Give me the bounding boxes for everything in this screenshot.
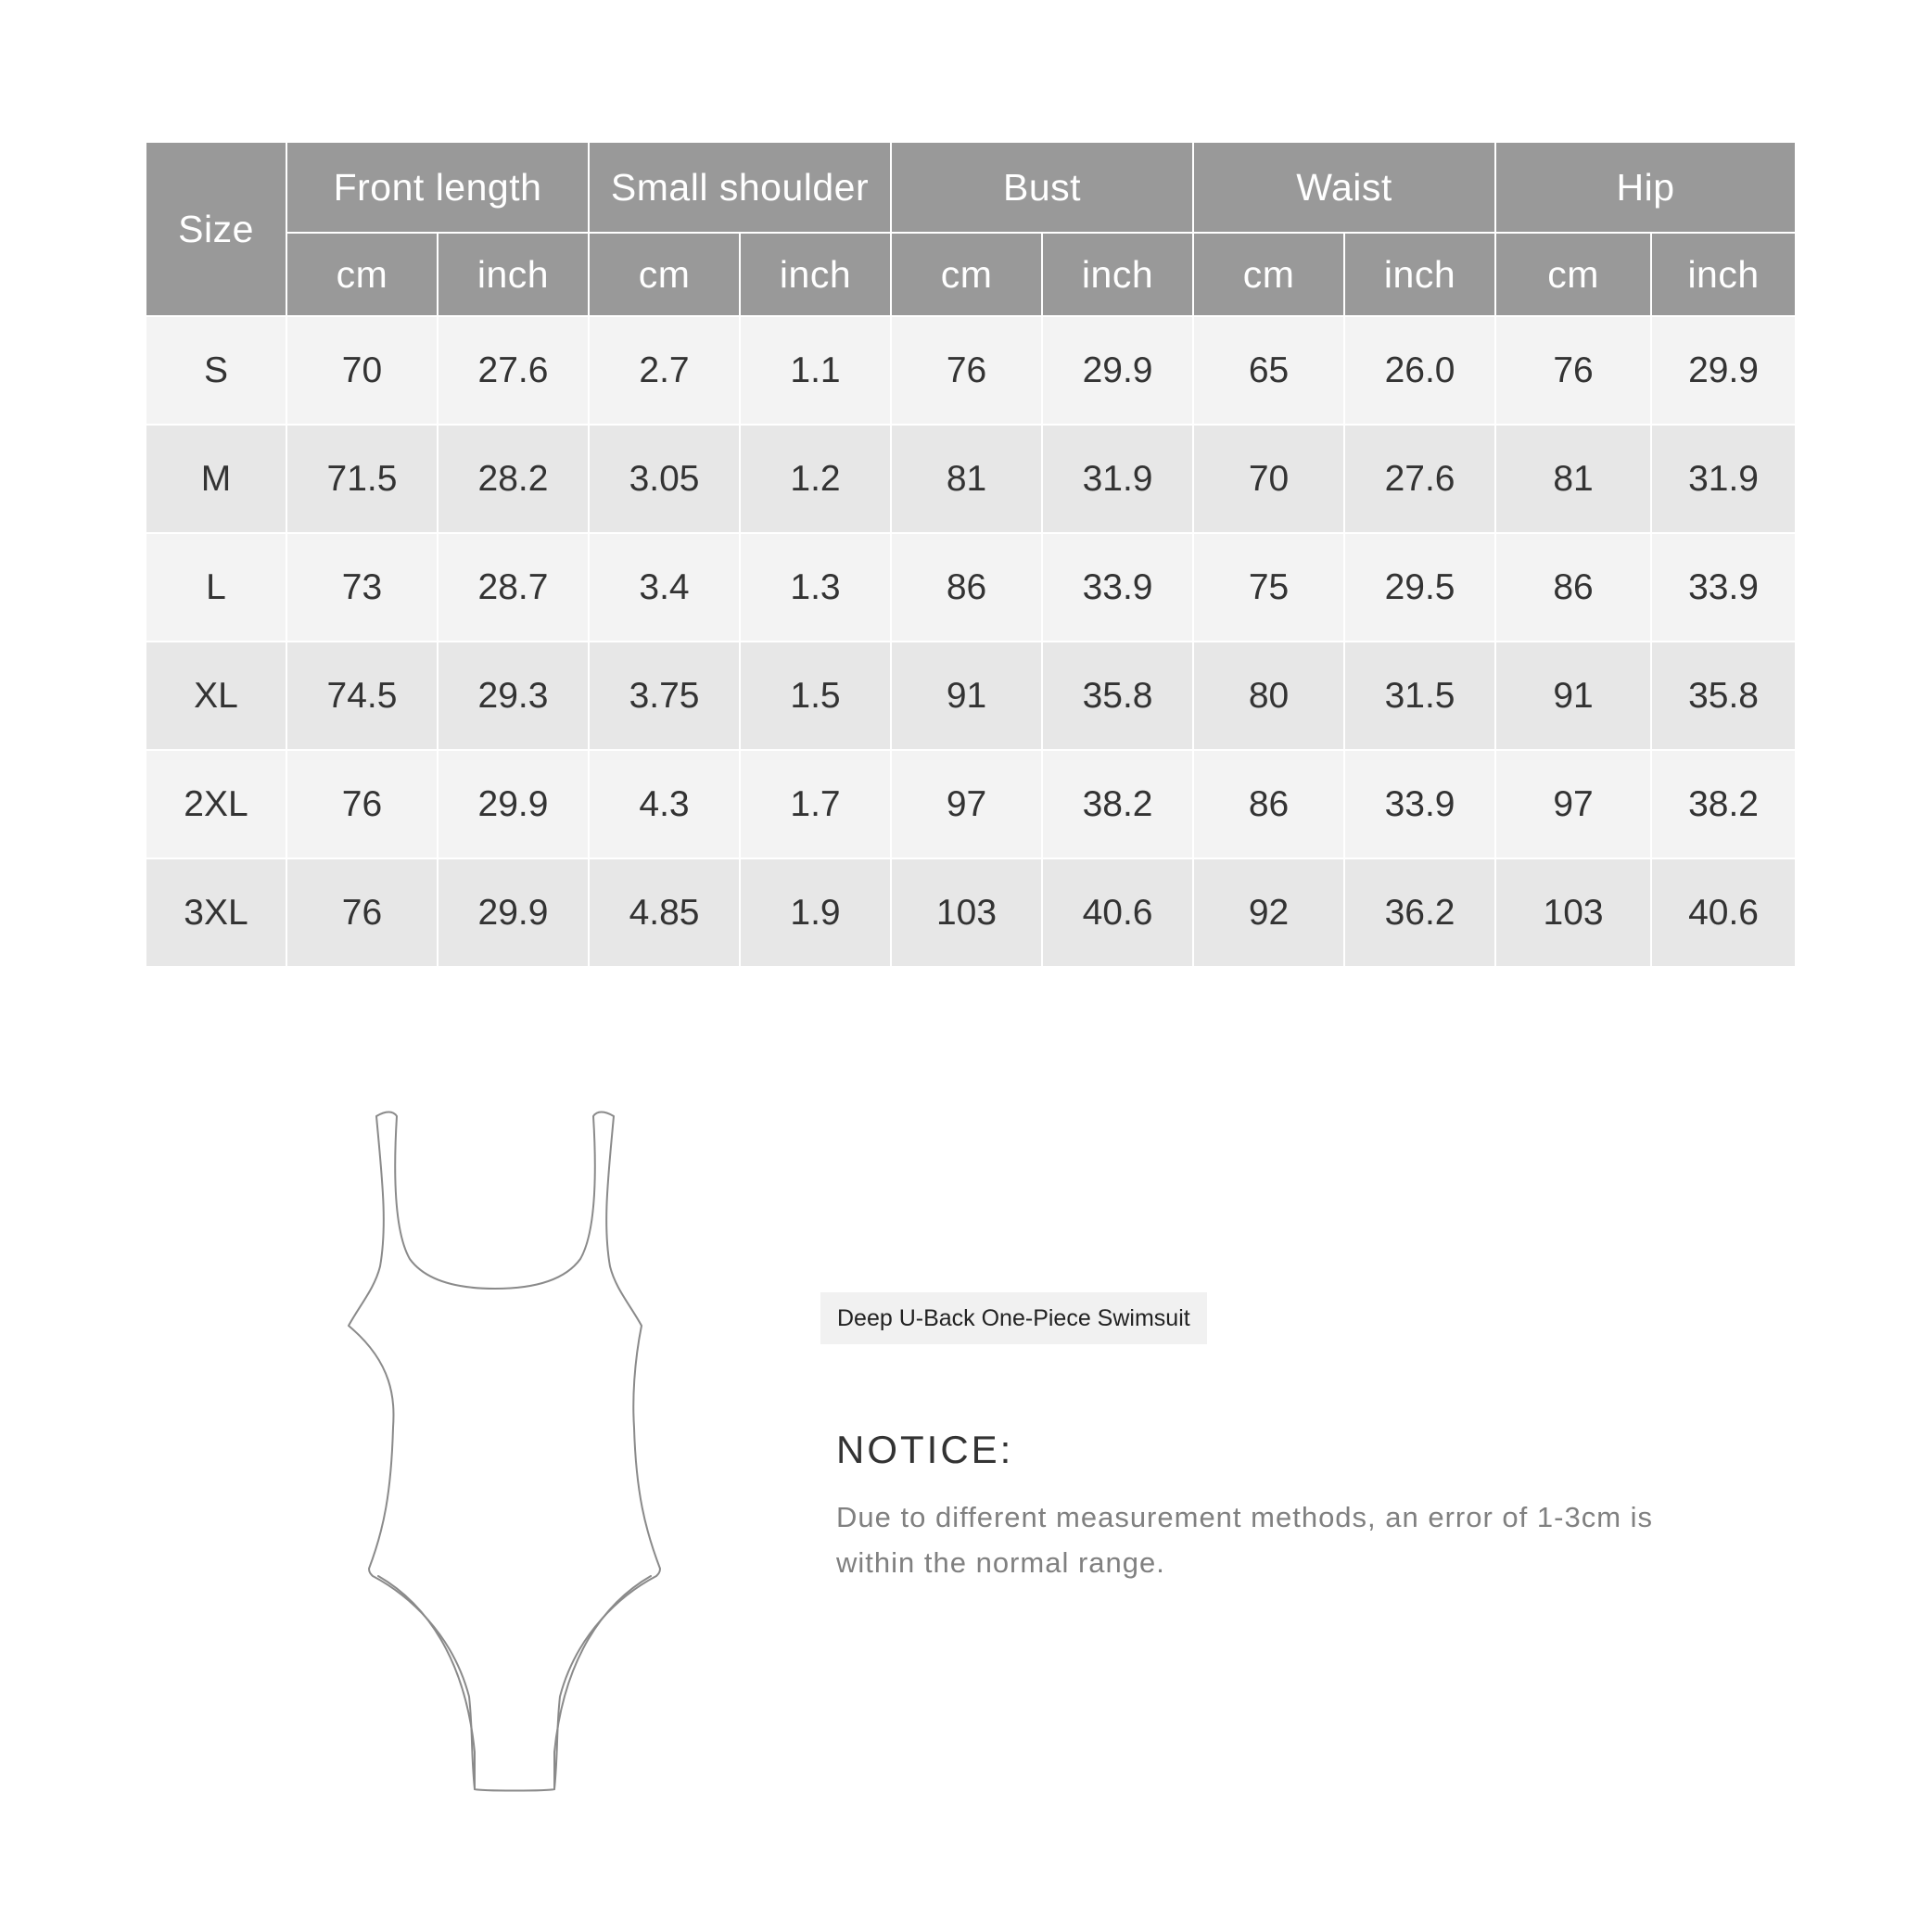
- value-cell: 3.75: [589, 642, 740, 750]
- group-header-small-shoulder: Small shoulder: [589, 142, 891, 233]
- unit-header-cm: cm: [286, 233, 438, 316]
- value-cell: 40.6: [1042, 858, 1193, 967]
- value-cell: 1.2: [740, 425, 891, 533]
- value-cell: 97: [1495, 750, 1651, 858]
- value-cell: 2.7: [589, 316, 740, 425]
- value-cell: 31.5: [1344, 642, 1495, 750]
- value-cell: 91: [1495, 642, 1651, 750]
- table-row: [146, 533, 1796, 642]
- value-cell: 31.9: [1651, 425, 1796, 533]
- value-cell: 91: [891, 642, 1042, 750]
- notice-body: Due to different measurement methods, an error of 1-3cm is within the normal range.: [836, 1501, 1654, 1579]
- value-cell: 31.9: [1042, 425, 1193, 533]
- group-header-front-length: Front length: [286, 142, 589, 233]
- value-cell: 76: [1495, 316, 1651, 425]
- size-cell: S: [146, 316, 286, 425]
- unit-header-cm: cm: [589, 233, 740, 316]
- value-cell: 26.0: [1344, 316, 1495, 425]
- value-cell: 81: [1495, 425, 1651, 533]
- value-cell: 38.2: [1651, 750, 1796, 858]
- table-row: [146, 425, 1796, 533]
- table-row: [146, 858, 1796, 967]
- size-cell: M: [146, 425, 286, 533]
- table-row: [146, 642, 1796, 750]
- group-header-waist: Waist: [1193, 142, 1495, 233]
- value-cell: 103: [891, 858, 1042, 967]
- value-cell: 29.9: [438, 858, 589, 967]
- value-cell: 71.5: [286, 425, 438, 533]
- value-cell: 103: [1495, 858, 1651, 967]
- unit-header-inch: inch: [1344, 233, 1495, 316]
- value-cell: 29.9: [1042, 316, 1193, 425]
- value-cell: 3.4: [589, 533, 740, 642]
- value-cell: 1.7: [740, 750, 891, 858]
- unit-header-cm: cm: [1193, 233, 1344, 316]
- header-group-row: [146, 142, 1796, 233]
- value-cell: 76: [286, 750, 438, 858]
- group-header-hip: Hip: [1495, 142, 1796, 233]
- size-cell: XL: [146, 642, 286, 750]
- value-cell: 70: [1193, 425, 1344, 533]
- value-cell: 1.1: [740, 316, 891, 425]
- value-cell: 75: [1193, 533, 1344, 642]
- value-cell: 4.85: [589, 858, 740, 967]
- header-unit-row: [146, 233, 1796, 316]
- value-cell: 29.3: [438, 642, 589, 750]
- value-cell: 29.9: [438, 750, 589, 858]
- value-cell: 92: [1193, 858, 1344, 967]
- value-cell: 28.2: [438, 425, 589, 533]
- notice-title: NOTICE:: [836, 1428, 1014, 1471]
- value-cell: 38.2: [1042, 750, 1193, 858]
- value-cell: 81: [891, 425, 1042, 533]
- value-cell: 1.9: [740, 858, 891, 967]
- unit-header-inch: inch: [740, 233, 891, 316]
- value-cell: 1.3: [740, 533, 891, 642]
- value-cell: 74.5: [286, 642, 438, 750]
- size-table-body: [146, 316, 1796, 967]
- value-cell: 33.9: [1042, 533, 1193, 642]
- value-cell: 27.6: [438, 316, 589, 425]
- value-cell: 65: [1193, 316, 1344, 425]
- unit-header-inch: inch: [1042, 233, 1193, 316]
- value-cell: 36.2: [1344, 858, 1495, 967]
- value-cell: 86: [1193, 750, 1344, 858]
- value-cell: 29.9: [1651, 316, 1796, 425]
- value-cell: 86: [1495, 533, 1651, 642]
- value-cell: 33.9: [1651, 533, 1796, 642]
- size-cell: L: [146, 533, 286, 642]
- value-cell: 35.8: [1651, 642, 1796, 750]
- unit-header-cm: cm: [1495, 233, 1651, 316]
- value-cell: 4.3: [589, 750, 740, 858]
- value-cell: 33.9: [1344, 750, 1495, 858]
- value-cell: 28.7: [438, 533, 589, 642]
- size-cell: 2XL: [146, 750, 286, 858]
- value-cell: 80: [1193, 642, 1344, 750]
- table-row: [146, 316, 1796, 425]
- unit-header-inch: inch: [438, 233, 589, 316]
- value-cell: 3.05: [589, 425, 740, 533]
- size-chart-table: [145, 141, 1797, 968]
- value-cell: 35.8: [1042, 642, 1193, 750]
- value-cell: 86: [891, 533, 1042, 642]
- value-cell: 70: [286, 316, 438, 425]
- value-cell: 76: [891, 316, 1042, 425]
- value-cell: 97: [891, 750, 1042, 858]
- value-cell: 73: [286, 533, 438, 642]
- value-cell: 1.5: [740, 642, 891, 750]
- size-cell: 3XL: [146, 858, 286, 967]
- value-cell: 76: [286, 858, 438, 967]
- group-header-bust: Bust: [891, 142, 1193, 233]
- swimsuit-illustration: [315, 1103, 705, 1808]
- value-cell: 27.6: [1344, 425, 1495, 533]
- unit-header-inch: inch: [1651, 233, 1796, 316]
- size-header: Size: [146, 142, 286, 316]
- value-cell: 29.5: [1344, 533, 1495, 642]
- product-name-label: Deep U-Back One-Piece Swimsuit: [820, 1292, 1207, 1344]
- value-cell: 40.6: [1651, 858, 1796, 967]
- swimsuit-outline-icon: [315, 1103, 705, 1808]
- unit-header-cm: cm: [891, 233, 1042, 316]
- table-row: [146, 750, 1796, 858]
